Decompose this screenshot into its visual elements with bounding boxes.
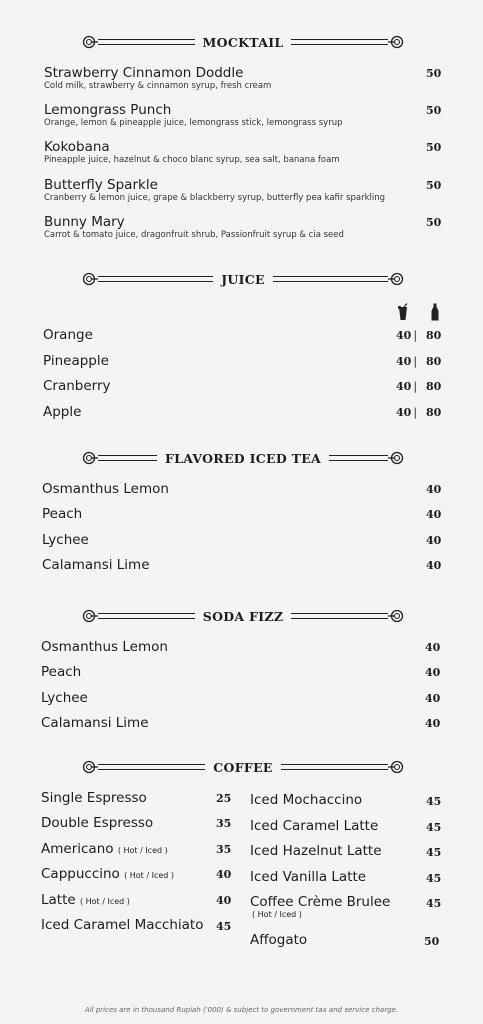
- menu-item: [41, 892, 130, 910]
- menu-item: [41, 639, 168, 655]
- item-name: Lychee: [42, 532, 89, 548]
- menu-item: [42, 506, 82, 522]
- ornament-right: [291, 613, 404, 619]
- item-name: Kokobana: [44, 139, 110, 155]
- item-price: 50: [426, 141, 442, 154]
- item-name: Iced Hazelnut Latte: [250, 843, 382, 859]
- menu-item: [44, 139, 340, 166]
- bottle-icon: [428, 303, 442, 321]
- swirl-icon: [388, 760, 404, 774]
- item-description: Cranberry & lemon juice, grape & blackberry syrup, butterfly pea kafir sparkling: [44, 193, 386, 203]
- menu-item: [250, 818, 378, 834]
- section-header-iced-tea: [82, 449, 404, 467]
- item-price: 50: [426, 67, 442, 80]
- item-name: Calamansi Lime: [42, 557, 150, 573]
- item-price: 40: [425, 692, 441, 705]
- item-name: Peach: [41, 664, 82, 680]
- menu-item: [43, 327, 93, 343]
- swirl-icon: [388, 35, 404, 49]
- menu-item: [44, 177, 385, 204]
- swirl-icon: [82, 609, 98, 623]
- swirl-icon: [388, 609, 404, 623]
- item-name: Affogato: [250, 932, 308, 948]
- item-price: 45: [426, 872, 442, 885]
- swirl-icon: [82, 451, 98, 465]
- item-price: 45: [426, 846, 442, 859]
- item-name: Strawberry Cinnamon Doddle: [44, 65, 244, 81]
- item-name: Latte ( Hot / Iced ): [41, 892, 130, 908]
- ornament-left: [82, 455, 157, 461]
- item-name: Bunny Mary: [44, 214, 125, 230]
- section-header-soda-fizz: [82, 607, 404, 625]
- ornament-left: [82, 276, 213, 282]
- item-name: Cranberry: [43, 378, 111, 394]
- juice-glass-price: 40 |: [396, 329, 418, 342]
- item-price: 45: [426, 795, 442, 808]
- menu-item: [250, 932, 307, 948]
- menu-item: [250, 869, 366, 885]
- section-title: MOCKTAIL: [202, 34, 284, 50]
- swirl-icon: [82, 272, 98, 286]
- item-price: 45: [426, 897, 442, 910]
- item-name: Single Espresso: [41, 790, 147, 806]
- menu-item: [44, 214, 344, 241]
- item-name: Iced Caramel Latte: [250, 818, 379, 834]
- section-header-juice: [82, 270, 404, 288]
- item-name: Calamansi Lime: [41, 715, 149, 731]
- item-price: 40: [426, 534, 442, 547]
- item-name: Apple: [43, 404, 82, 420]
- section-title: COFFEE: [213, 759, 273, 775]
- item-name: Iced Vanilla Latte: [250, 869, 367, 885]
- menu-item: [250, 894, 390, 919]
- juice-bottle-price: 80: [426, 329, 442, 342]
- item-name: Iced Mochaccino: [250, 792, 363, 808]
- item-name: Osmanthus Lemon: [42, 481, 169, 497]
- item-description: Carrot & tomato juice, dragonfruit shrub, Passionfruit syrup & cia seed: [44, 230, 344, 240]
- swirl-icon: [388, 451, 404, 465]
- item-price: 50: [426, 216, 442, 229]
- ornament-right: [291, 39, 404, 45]
- item-name: Pineapple: [43, 353, 109, 369]
- menu-item: [44, 102, 342, 129]
- item-description: Cold milk, strawberry & cinnamon syrup, fresh cream: [44, 81, 272, 91]
- juice-bottle-price: 80: [426, 406, 442, 419]
- swirl-icon: [82, 35, 98, 49]
- menu-item: [41, 790, 147, 806]
- item-price: 45: [216, 920, 232, 933]
- item-name: Orange: [43, 327, 93, 343]
- glass-icon: [396, 303, 410, 321]
- juice-bottle-price: 80: [426, 380, 442, 393]
- item-price: 40: [216, 868, 232, 881]
- item-name: Osmanthus Lemon: [41, 639, 168, 655]
- menu-item: [250, 843, 382, 859]
- item-option: ( Hot / Iced ): [117, 846, 168, 855]
- item-name: Lemongrass Punch: [44, 102, 172, 118]
- section-header-coffee: [82, 758, 404, 776]
- menu-item: [41, 866, 174, 884]
- item-name: Americano ( Hot / Iced ): [41, 841, 168, 857]
- menu-item: [43, 404, 81, 420]
- item-option: ( Hot / Iced ): [124, 871, 175, 880]
- item-name: Cappuccino ( Hot / Iced ): [41, 866, 175, 882]
- item-option: ( Hot / Iced ): [79, 897, 130, 906]
- juice-glass-price: 40 |: [396, 355, 418, 368]
- item-price: 40: [216, 894, 232, 907]
- item-description: Orange, lemon & pineapple juice, lemongrass stick, lemongrass syrup: [44, 118, 343, 128]
- item-price: 40: [425, 641, 441, 654]
- menu-item: [42, 532, 89, 548]
- item-price: 40: [426, 483, 442, 496]
- item-name: Peach: [42, 506, 83, 522]
- item-price: 40: [425, 717, 441, 730]
- item-price: 50: [426, 104, 442, 117]
- swirl-icon: [388, 272, 404, 286]
- item-price: 50: [426, 179, 442, 192]
- menu-item: [41, 815, 153, 831]
- footer-note: All prices are in thousand Rupiah ('000) & subject to government tax and service charge.: [84, 1006, 399, 1014]
- menu-item: [44, 65, 271, 92]
- menu-item: [250, 792, 362, 808]
- section-header-mocktail: [82, 33, 404, 51]
- menu-item: [41, 917, 204, 933]
- swirl-icon: [82, 760, 98, 774]
- item-price: 40: [425, 666, 441, 679]
- item-name: Iced Caramel Macchiato: [41, 917, 204, 933]
- ornament-left: [82, 39, 195, 45]
- item-price: 35: [216, 817, 232, 830]
- section-title: JUICE: [221, 271, 265, 287]
- item-price: 40: [426, 508, 442, 521]
- item-option: ( Hot / Iced ): [252, 910, 302, 919]
- juice-glass-price: 40 |: [396, 380, 418, 393]
- ornament-right: [281, 764, 404, 770]
- menu-item: [42, 481, 169, 497]
- ornament-right: [273, 276, 404, 282]
- item-price: 40: [426, 559, 442, 572]
- ornament-right: [329, 455, 404, 461]
- menu-item: [43, 353, 109, 369]
- menu-item: [42, 557, 150, 573]
- item-name: Double Espresso: [41, 815, 154, 831]
- item-price: 45: [426, 821, 442, 834]
- ornament-left: [82, 764, 205, 770]
- juice-bottle-price: 80: [426, 355, 442, 368]
- item-price: 25: [216, 792, 232, 805]
- menu-item: [43, 378, 111, 394]
- ornament-left: [82, 613, 195, 619]
- juice-glass-price: 40 |: [396, 406, 418, 419]
- section-title: FLAVORED ICED TEA: [164, 450, 322, 466]
- item-name: Lychee: [41, 690, 88, 706]
- menu-item: [41, 690, 88, 706]
- menu-item: [41, 715, 149, 731]
- menu-item: [41, 841, 168, 859]
- section-title: SODA FIZZ: [202, 608, 284, 624]
- item-name: Butterfly Sparkle: [44, 177, 158, 193]
- item-price: 50: [424, 935, 440, 948]
- menu-item: [41, 664, 81, 680]
- item-description: Pineapple juice, hazelnut & choco blanc syrup, sea salt, banana foam: [44, 155, 340, 165]
- item-name: Coffee Crème Brulee: [250, 894, 391, 910]
- item-price: 35: [216, 843, 232, 856]
